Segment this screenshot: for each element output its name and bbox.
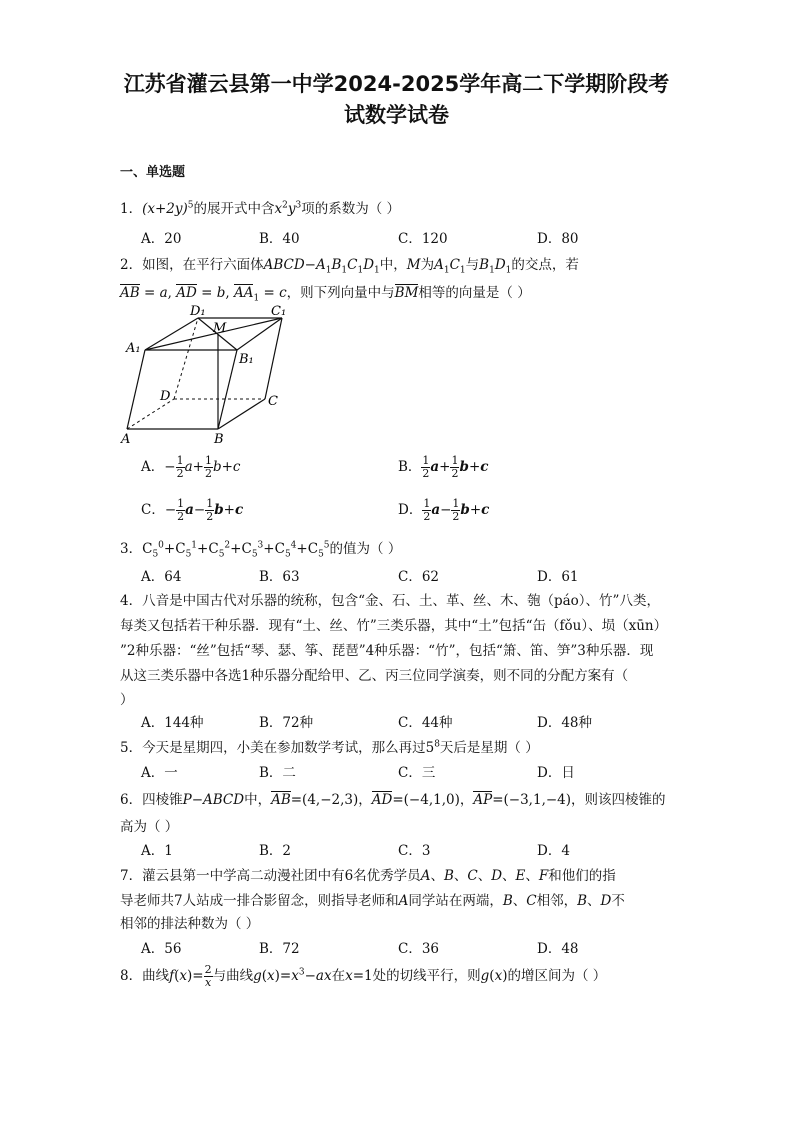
q4-option-c[interactable]: C．44种 (398, 715, 453, 731)
question-5: 5．今天是星期四，小美在参加数学考试，那么再过$5^8$天后是星期（ ） (120, 739, 539, 756)
question-4-line5: ） (120, 692, 134, 708)
label-c: C (268, 394, 278, 409)
q1-option-d[interactable]: D．80 (537, 231, 579, 247)
question-4-line2: 每类又包括若干种乐器．现有“土、丝、竹”三类乐器，其中“土”包括“缶（fǒu）、埙（xūn） (120, 618, 668, 634)
question-4-line1: 4．八音是中国古代对乐器的统称，包含“金、石、土、革、丝、木、匏（páo）、竹”八类， (120, 593, 660, 609)
q7-option-c[interactable]: C．36 (398, 941, 440, 957)
exam-title-line1: 江苏省灌云县第一中学2024-2025学年高二下学期阶段考 (123, 72, 670, 96)
q5-option-b[interactable]: B．二 (259, 765, 296, 781)
q2-option-c[interactable]: C．− $\frac{1}{2}$ a− $\frac{1}{2}$ b+c (141, 497, 244, 523)
question-7-line2: 导老师共7人站成一排合影留念，则指导老师和A同学站在两端，B、C相邻，B、D不 (120, 893, 625, 909)
question-6-line2: 高为（ ） (120, 819, 179, 835)
q7-option-b[interactable]: B．72 (259, 941, 300, 957)
q5-option-a[interactable]: A．一 (141, 765, 178, 781)
question-1: 1．$(x+2y)^5$的展开式中含$x^2y^3$项的系数为（ ） (120, 200, 401, 217)
label-d: D (160, 389, 171, 404)
label-d1: D₁ (190, 304, 206, 319)
q3-option-c[interactable]: C．62 (398, 569, 440, 585)
question-7-line1: 7．灌云县第一中学高二动漫社团中有6名优秀学员A、B、C、D、E、F和他们的指 (120, 868, 616, 884)
section-heading: 一、单选题 (120, 165, 186, 180)
question-6-line1: 6．四棱锥P−ABCD中，AB=(4,−2,3)，AD=(−4,1,0)，AP=(−3,1,−4)，则该四棱锥的 (120, 792, 666, 808)
label-b1: B₁ (239, 352, 254, 367)
label-a1: A₁ (126, 341, 141, 356)
q6-option-b[interactable]: B．2 (259, 843, 292, 859)
q6-option-a[interactable]: A．1 (141, 843, 173, 859)
q2-option-a[interactable]: A．− $\frac{1}{2}$ a+ $\frac{1}{2}$ b+c (141, 454, 241, 480)
q4-option-d[interactable]: D．48种 (537, 715, 593, 731)
question-2-line2: AB = a, AD = b, $AA_1 = c$，则下列向量中与BM相等的向量是（ ） (120, 285, 531, 304)
q4-option-b[interactable]: B．72种 (259, 715, 314, 731)
exam-title-line2: 试数学试卷 (344, 103, 449, 127)
q7-option-a[interactable]: A．56 (141, 941, 182, 957)
q7-option-d[interactable]: D．48 (537, 941, 579, 957)
question-8: 8．曲线f(x)= $\frac{2}{x}$ 与曲线$g(x)=x^3-ax$在x=1处的切线平行，则g(x)的增区间为（ ） (120, 963, 607, 989)
q1-option-b[interactable]: B．40 (259, 231, 300, 247)
q2-option-b[interactable]: B． $\frac{1}{2}$ a+ $\frac{1}{2}$ b+c (398, 454, 489, 480)
question-4-line4: 从这三类乐器中各选1种乐器分配给甲、乙、丙三位同学演奏，则不同的分配方案有（ (120, 668, 629, 684)
question-4-line3: ”2种乐器：“丝”包括“琴、瑟、筝、琵琶”4种乐器：“竹”，包括“箫、笛、笋”3种乐器．现 (120, 643, 654, 659)
q5-option-d[interactable]: D．日 (537, 765, 575, 781)
q1-option-c[interactable]: C．120 (398, 231, 448, 247)
parallelepiped-figure (118, 302, 298, 447)
q2-option-d[interactable]: D． $\frac{1}{2}$ a− $\frac{1}{2}$ b+c (398, 497, 490, 523)
q3-option-b[interactable]: B．63 (259, 569, 300, 585)
q5-option-c[interactable]: C．三 (398, 765, 436, 781)
question-7-line3: 相邻的排法种数为（ ） (120, 916, 260, 932)
question-3: 3．$C_5^0+C_5^1+C_5^2+C_5^3+C_5^4+C_5^5$的值为（ ） (120, 540, 402, 560)
label-b: B (214, 432, 224, 447)
q3-option-d[interactable]: D．61 (537, 569, 579, 585)
q6-option-d[interactable]: D．4 (537, 843, 570, 859)
q4-option-a[interactable]: A．144种 (141, 715, 204, 731)
q6-option-c[interactable]: C．3 (398, 843, 431, 859)
q1-option-a[interactable]: A．20 (141, 231, 182, 247)
label-m: M (213, 321, 227, 336)
q3-option-a[interactable]: A．64 (141, 569, 182, 585)
label-a: A (121, 432, 131, 447)
question-2-line1: 2．如图，在平行六面体$ABCD-A_1B_1C_1D_1$中，M为$A_1C_1$与$B_1D_1$的交点，若 (120, 257, 579, 276)
label-c1: C₁ (271, 304, 287, 319)
